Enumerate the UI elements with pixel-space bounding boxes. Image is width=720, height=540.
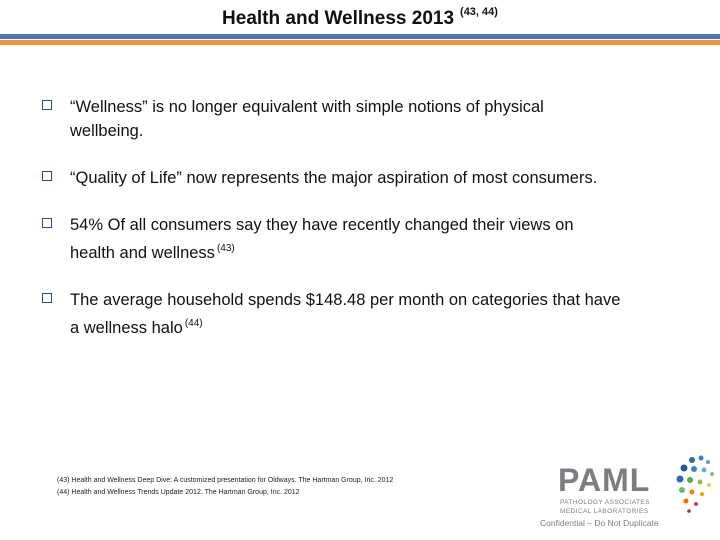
title-refs: (43, 44) bbox=[460, 6, 498, 18]
header-rule-orange bbox=[0, 40, 720, 45]
bullet-line: “Wellness” is no longer equivalent with simple notions of physical bbox=[70, 98, 544, 116]
slide-title bbox=[0, 6, 720, 30]
confidential-notice: Confidential – Do Not Duplicate bbox=[540, 518, 659, 528]
reference-44: (44) Health and Wellness Trends Update 2012. The Hartman Group, Inc. 2012 bbox=[57, 489, 300, 496]
bullet-item bbox=[42, 213, 692, 265]
bullet-line: a wellness halo bbox=[70, 319, 183, 337]
logo-dots-icon bbox=[658, 452, 720, 516]
bullet-item bbox=[42, 95, 692, 143]
bullet-line: wellbeing. bbox=[70, 122, 144, 140]
paml-logo bbox=[558, 452, 720, 518]
logo-subtitle-2: MEDICAL LABORATORIES bbox=[560, 508, 649, 515]
bullet-line: 54% Of all consumers say they have recently changed their views on bbox=[70, 216, 574, 234]
checkbox-bullet-icon bbox=[42, 293, 52, 303]
bullet-line: health and wellness bbox=[70, 244, 215, 262]
bullet-item bbox=[42, 288, 692, 340]
bullet-ref: (44) bbox=[184, 318, 203, 329]
logo-subtitle-1: PATHOLOGY ASSOCIATES bbox=[560, 499, 650, 506]
logo-wordmark: PAML bbox=[558, 462, 651, 498]
checkbox-bullet-icon bbox=[42, 218, 52, 228]
title-text: Health and Wellness 2013 bbox=[222, 8, 455, 29]
bullet-list bbox=[42, 95, 692, 363]
bullet-item bbox=[42, 166, 692, 190]
checkbox-bullet-icon bbox=[42, 100, 52, 110]
bullet-line: “Quality of Life” now represents the major aspiration of most consumers. bbox=[70, 169, 598, 187]
references bbox=[57, 475, 393, 499]
header-rule-blue bbox=[0, 34, 720, 39]
reference-43: (43) Health and Wellness Deep Dive: A customized presentation for Oldways. The Hartman Group, Inc. 2012 bbox=[57, 477, 394, 484]
bullet-line: The average household spends $148.48 per month on categories that have bbox=[70, 291, 621, 309]
bullet-ref: (43) bbox=[216, 243, 235, 254]
checkbox-bullet-icon bbox=[42, 171, 52, 181]
